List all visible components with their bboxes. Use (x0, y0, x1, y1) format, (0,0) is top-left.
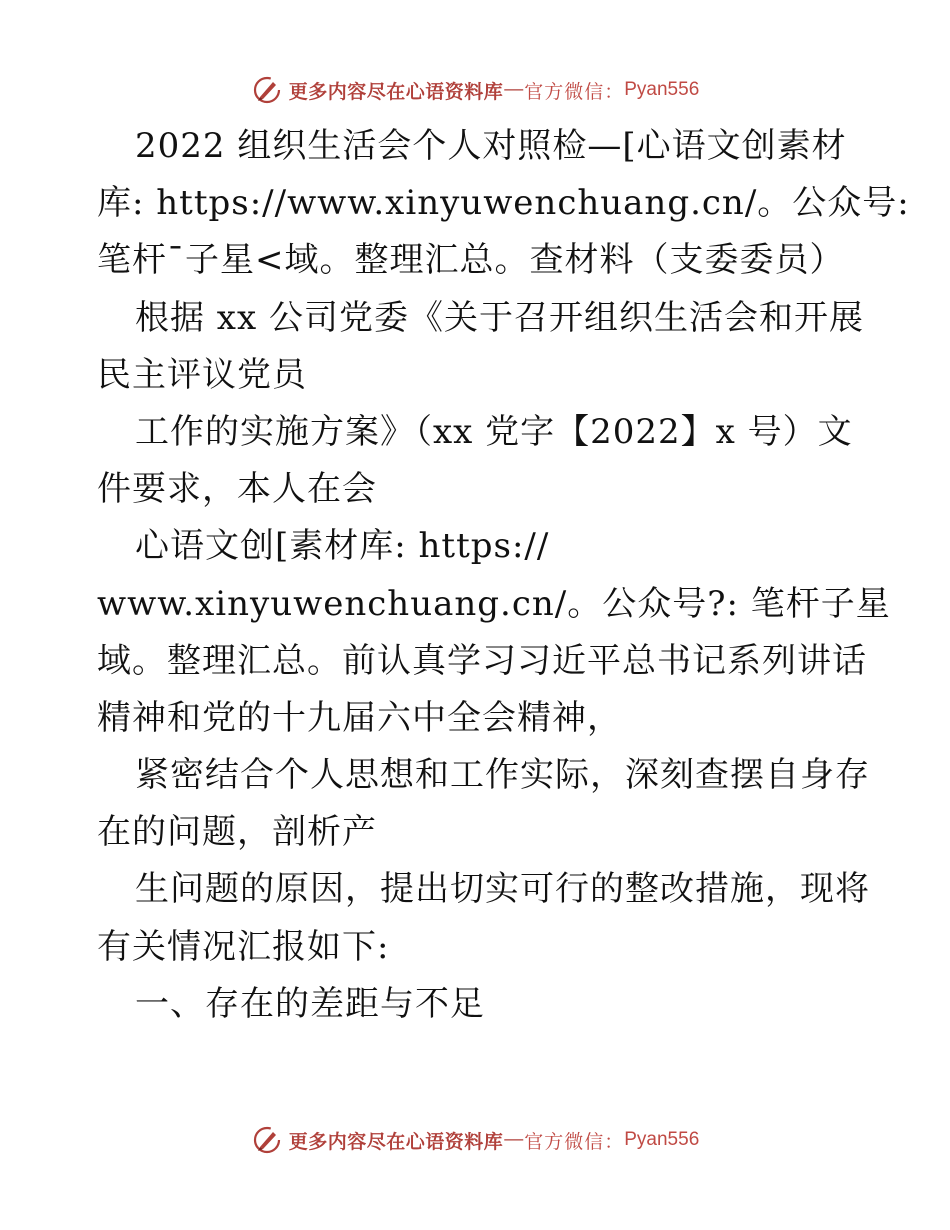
text-line: 在的问题，剖析产 (97, 812, 377, 853)
text-line: 工作的实施方案》（xx 党字【2022】x 号）文 (135, 411, 853, 452)
section-heading: 一、存在的差距与不足 (135, 983, 485, 1024)
text-line: 生问题的原因，提出切实可行的整改措施，现将 (135, 869, 870, 910)
quill-pen-circle-icon (251, 1124, 283, 1156)
watermark-wechat-id: Pyan556 (624, 79, 700, 100)
text-line: www.xinyuwenchuang.cn/。公众号?: 笔杆子星 (97, 583, 891, 624)
document-body (97, 118, 910, 1033)
watermark-text: 更多内容尽在心语资料库 (288, 80, 504, 103)
text-line: 件要求，本人在会 (97, 469, 377, 510)
text-line: 2022 组织生活会个人对照检—[心语文创素材 (135, 126, 847, 166)
text-line: 民主评议党员 (97, 354, 307, 395)
watermark-label: 官方微信： (524, 1130, 625, 1153)
text-line: 笔杆¯子星<域。整理汇总。查材料（支委委员） (97, 240, 845, 281)
text-line: 有关情况汇报如下: (97, 926, 390, 967)
text-line: 根据 xx 公司党委《关于召开组织生活会和开展 (135, 297, 864, 338)
watermark-separator: — (504, 1129, 524, 1150)
watermark-wechat-id: Pyan556 (624, 1129, 700, 1150)
text-line: 精神和党的十九届六中全会精神， (97, 697, 622, 738)
text-line: 紧密结合个人思想和工作实际，深刻查摆自身存 (135, 755, 870, 796)
text-line: 心语文创[素材库: https:// (135, 526, 550, 567)
watermark-separator: — (504, 79, 524, 100)
watermark-label: 官方微信： (524, 80, 625, 103)
quill-pen-circle-icon (251, 74, 283, 106)
header-watermark (0, 70, 950, 110)
text-line: 库: https://www.xinyuwenchuang.cn/。公众号: (97, 183, 910, 224)
watermark-text: 更多内容尽在心语资料库 (288, 1130, 504, 1153)
footer-watermark (0, 1120, 950, 1160)
text-line: 域。整理汇总。前认真学习习近平总书记系列讲话 (97, 640, 867, 681)
